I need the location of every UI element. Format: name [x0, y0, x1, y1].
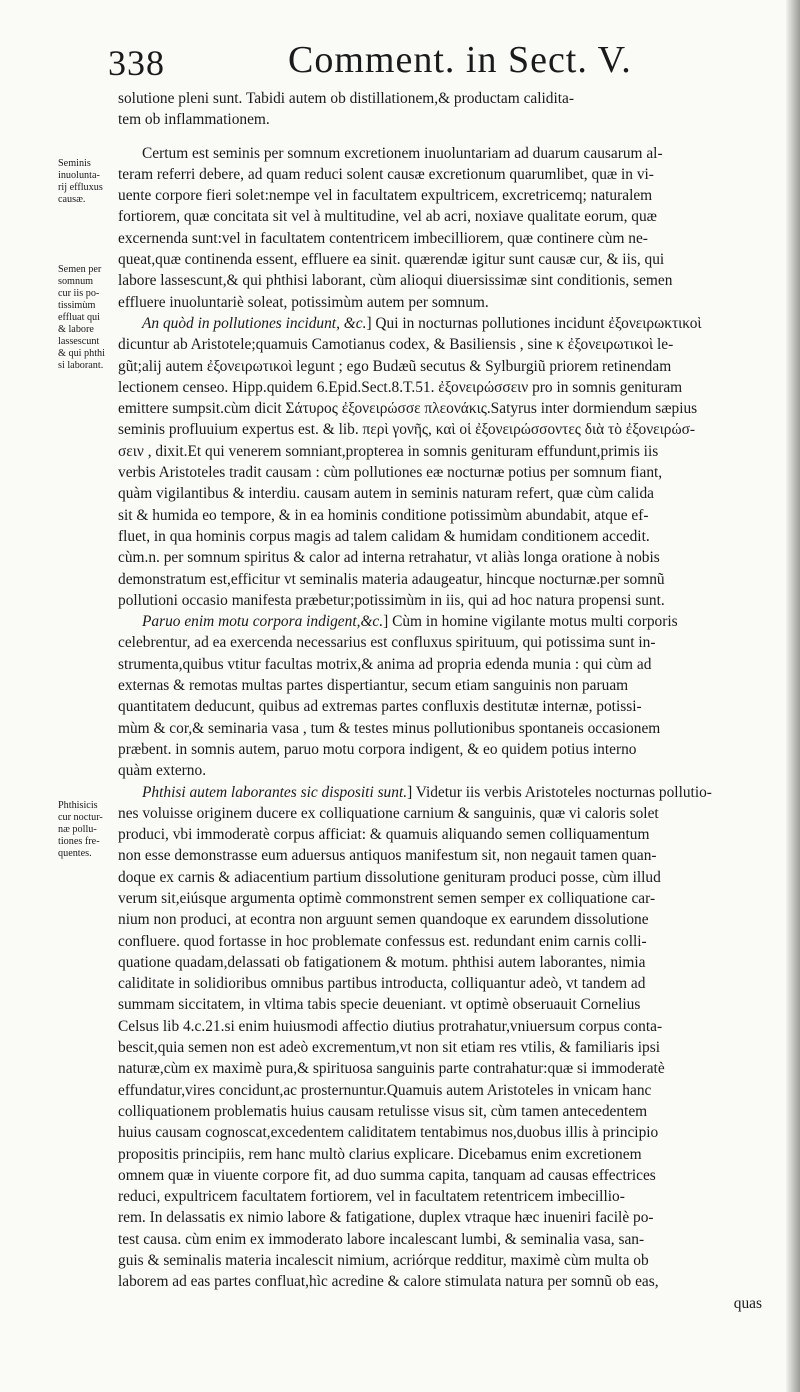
text-line: fluet, in qua hominis corpus magis ad talem calidam & humidam conditionem accedit. — [118, 527, 650, 545]
margin-line: tiones fre- — [58, 836, 100, 847]
text-line: sit & humida eo tempore, & in ea hominis conditione potissimùm abundabit, atque ef- — [118, 506, 649, 524]
paragraph-certum — [118, 143, 762, 313]
text-line: naturæ,cùm ex maximè pura,& spirituosa sanguinis parte contrahatur:quæ si immoderatè — [118, 1060, 665, 1078]
margin-line: & qui phthi — [58, 348, 105, 359]
text-line: mùm & cor,& seminaria vasa , tum & testes minus pollutionibus spontaneis occasionem — [118, 719, 661, 737]
text-line: confluere. quod fortasse in hoc problemate confessus est. redundant enim carnis colli- — [118, 932, 647, 950]
margin-note-phthisicis — [58, 800, 114, 860]
margin-line: si laborant. — [58, 360, 104, 371]
text-line: σειν , dixit.Et qui venerem somniant,propterea in somnis genituram effundunt,primis iis — [118, 442, 659, 460]
text-line: bescit,quia semen non est adeò excrementum,vt non sit etiam res vtilis, & familiaris ipsi — [118, 1039, 660, 1057]
text-line: pollutioni occasio manifesta præbetur;potissimùm in iis, qui ad hoc natura propensi sunt. — [118, 591, 665, 609]
page-number: 338 — [108, 43, 165, 83]
margin-note-semen — [58, 264, 114, 372]
text-line: cùm.n. per somnum spiritus & calor ad interna retrahatur, vt aliàs longa oratione à nobis — [118, 549, 660, 567]
text-line: produci, vbi immoderatè corpus afficiat: & quamuis aliquando semen colliquamentum — [118, 826, 650, 844]
margin-line: Phthisicis — [58, 800, 98, 811]
text-line: doque ex carnis & adiacentium partium dissolutione genituram produci posse, cùm illud — [118, 868, 661, 886]
text-line: verum sit,eiúsque argumenta optimè commonstrent semen semper ex colliquatione car- — [118, 889, 656, 907]
text-line: summam siccitatem, in vltima tabis specie deueniant. vt optimè obseruauit Cornelius — [118, 996, 641, 1014]
text-line: effluere inuoluntariè soleat, potissimùm autem per somnum. — [118, 293, 489, 311]
text-line: propositis principiis, rem hanc multò clarius explicare. Dicebamus enim excretionem — [118, 1145, 642, 1163]
text-line: Celsus lib 4.c.21.si enim huiusmodi affectio diutius protrahatur,vniuersum corpus conta- — [118, 1017, 663, 1035]
running-head: Comment. in Sect. V. — [288, 39, 632, 81]
text-line: fortiorem, quæ concitata sit vel à multitudine, vel ab acri, noxiave qualitate eorum, quæ — [118, 208, 657, 226]
page-header — [108, 38, 748, 88]
margin-line: somnum — [58, 276, 94, 287]
text-line: celebrentur, ad ea exercenda necessarius est confluxus spirituum, qui potissima sunt in- — [118, 634, 656, 652]
text-line: quantitatem deducunt, quibus ad extremas partes confluxis destitutæ internæ, potissi- — [118, 698, 642, 716]
margin-line: effluat qui — [58, 312, 100, 323]
text-line: excernenda sunt:vel in facultatem contentricem imbecilliorem, quæ continere cùm ne- — [118, 229, 648, 247]
text-line: externas & remotas multas partes dispertiantur, secum etiam sanguinis non paruam — [118, 677, 629, 695]
text-line: demonstratum est,efficitur vt seminalis materia adaugeatur, hincque nocturnæ.per somnũ — [118, 570, 665, 588]
text-line: guis & seminalis materia incalescit nimium, acriórque redditur, maximè cùm multa ob — [118, 1252, 649, 1270]
text-line: rem. In delassatis ex nimio labore & fatigatione, duplex vtraque hæc inueniri facilè po- — [118, 1209, 654, 1227]
margin-line: lassescunt — [58, 336, 100, 347]
text-line: lectionem censeo. Hipp.quidem 6.Epid.Sect.8.T.51. ἐξονειρώσσειν pro in somnis genituram — [118, 378, 683, 396]
text-line: omnem quæ in viuente corpore fit, ad duo summa capita, tanquam ad causas effectrices — [118, 1166, 656, 1184]
margin-line: cur noctur- — [58, 812, 103, 823]
text-line: An quòd in pollutiones incidunt, &c.] Qui in nocturnas pollutiones incidunt ἐξονειρωκτικοὶ — [142, 314, 702, 332]
paragraph-continuation — [118, 88, 762, 131]
margin-line: tissimùm — [58, 300, 96, 311]
text-line: labore lassescunt,& qui phthisi laborant, cùm alioqui diuersissimæ sint conditionis, semen — [118, 272, 673, 290]
text-line: seminis profluuium expertus est. & lib. περὶ γονῆς, καὶ οἱ ἐξονειρώσσοντες διὰ τὸ ἐξονειρώσ- — [118, 421, 695, 439]
margin-line: Semen per — [58, 264, 102, 275]
text-line: colliquationem problematis huius causam retulisse visus sit, cùm tamen antecedentem — [118, 1102, 648, 1120]
margin-line: Seminis — [58, 158, 91, 169]
margin-line: cur iis po- — [58, 288, 100, 299]
text-line: effundatur,vires concidunt,ac prosternuntur.Quamuis autem Aristoteles in vnicam hanc — [118, 1081, 652, 1099]
text-line: reduci, expultricem facultatem fortiorem, vel in facultatem retentricem imbecillio- — [118, 1188, 625, 1206]
text-line: strumenta,quibus vtitur facultas motrix,& anima ad propria edenda munia : qui cùm ad — [118, 655, 652, 673]
text-line: queat,quæ continenda essent, effluere ea sinit. quærendæ igitur sunt causæ cur, & iis, qui — [118, 251, 665, 269]
paragraph-phthisi — [118, 782, 762, 1293]
text-line: Phthisi autem laborantes sic dispositi sunt.] Videtur iis verbis Aristoteles nocturnas pollutio- — [142, 783, 712, 801]
text-line: gũt;alij autem ἐξονειρωτικοὶ legunt ; ego Budæũ secutus & Sylburgiũ priorem retinendam — [118, 357, 672, 375]
text-line: huius causam cognoscat,excedentem caliditatem tentabimus nos,duobus illis à principio — [118, 1124, 659, 1142]
text-line: nium non produci, at econtra non arguunt semen quandoque ex earundem dissolutione — [118, 911, 649, 929]
text-line: Paruo enim motu corpora indigent,&c.] Cùm in homine vigilante motus multi corporis — [142, 613, 678, 631]
paragraph-pollutiones — [118, 313, 762, 611]
margin-line: quentes. — [58, 848, 92, 859]
margin-line: rij effluxus — [58, 182, 103, 193]
text-line: quàm vigilantibus & interdiu. causam autem in seminis naturam refert, quæ cùm calida — [118, 485, 654, 503]
text-line: tem ob inflammationem. — [118, 111, 270, 129]
main-text — [118, 88, 762, 1314]
text-line: nes voluisse originem ducere ex colliquatione carnium & sanguinis, quæ vi caloris solet — [118, 804, 659, 822]
text-line: Certum est seminis per somnum excretionem inuoluntariam ad duarum causarum al- — [142, 144, 663, 162]
catchword: quas — [733, 1294, 762, 1312]
text-line: teram referri debere, ad quam reduci solent causæ excretionum quarumlibet, quæ in vi- — [118, 165, 654, 183]
margin-line: inuolunta- — [58, 170, 100, 181]
text-line: caliditate in solidioribus omnibus partibus introducta, colliquantur adeò, vt tandem ad — [118, 975, 646, 993]
margin-line: & labore — [58, 324, 94, 335]
text-line: dicuntur ab Aristotele;quamuis Camotianus codex, & Basiliensis , sine κ ἐξονειρωτικοὶ le- — [118, 336, 674, 354]
paragraph-paruo — [118, 611, 762, 781]
text-line: præbent. in somnis autem, paruo motu corpora indigent, & eo quidem potius interno — [118, 740, 637, 758]
margin-line: næ pollu- — [58, 824, 97, 835]
text-line: emittere sumpsit.cùm dicit Σάτυρος ἐξονειρώσσε πλεονάκις.Satyrus inter dormiendum sæpius — [118, 400, 698, 418]
text-line: quàm externo. — [118, 762, 207, 780]
text-line: quatione quadam,delassati ob fatigationem & motum. phthisi autem laborantes, nimia — [118, 953, 646, 971]
text-line: test causa. cùm enim ex immoderato labore incalescant lumbi, & seminalia vasa, san- — [118, 1230, 645, 1248]
text-line: solutione pleni sunt. Tabidi autem ob distillationem,& productam calidita- — [118, 90, 574, 107]
text-line: uente corpore fieri solet:nempe vel in facultatem expultricem, excretricemq; naturalem — [118, 187, 653, 205]
text-line: non esse demonstrasse eum aduersus antiquos manifestum sit, non negauit tamen quan- — [118, 847, 657, 865]
page-edge-shadow — [786, 0, 800, 1392]
margin-line: causæ. — [58, 194, 86, 205]
text-line: verbis Aristoteles tradit causam : cùm pollutiones eæ nocturnæ potius per somnum fiant, — [118, 464, 663, 482]
margin-note-seminis — [58, 158, 114, 206]
text-line: laborem ad eas partes confluat,hìc acredine & calore stimulata natura per somnũ ob eas, — [118, 1273, 659, 1291]
